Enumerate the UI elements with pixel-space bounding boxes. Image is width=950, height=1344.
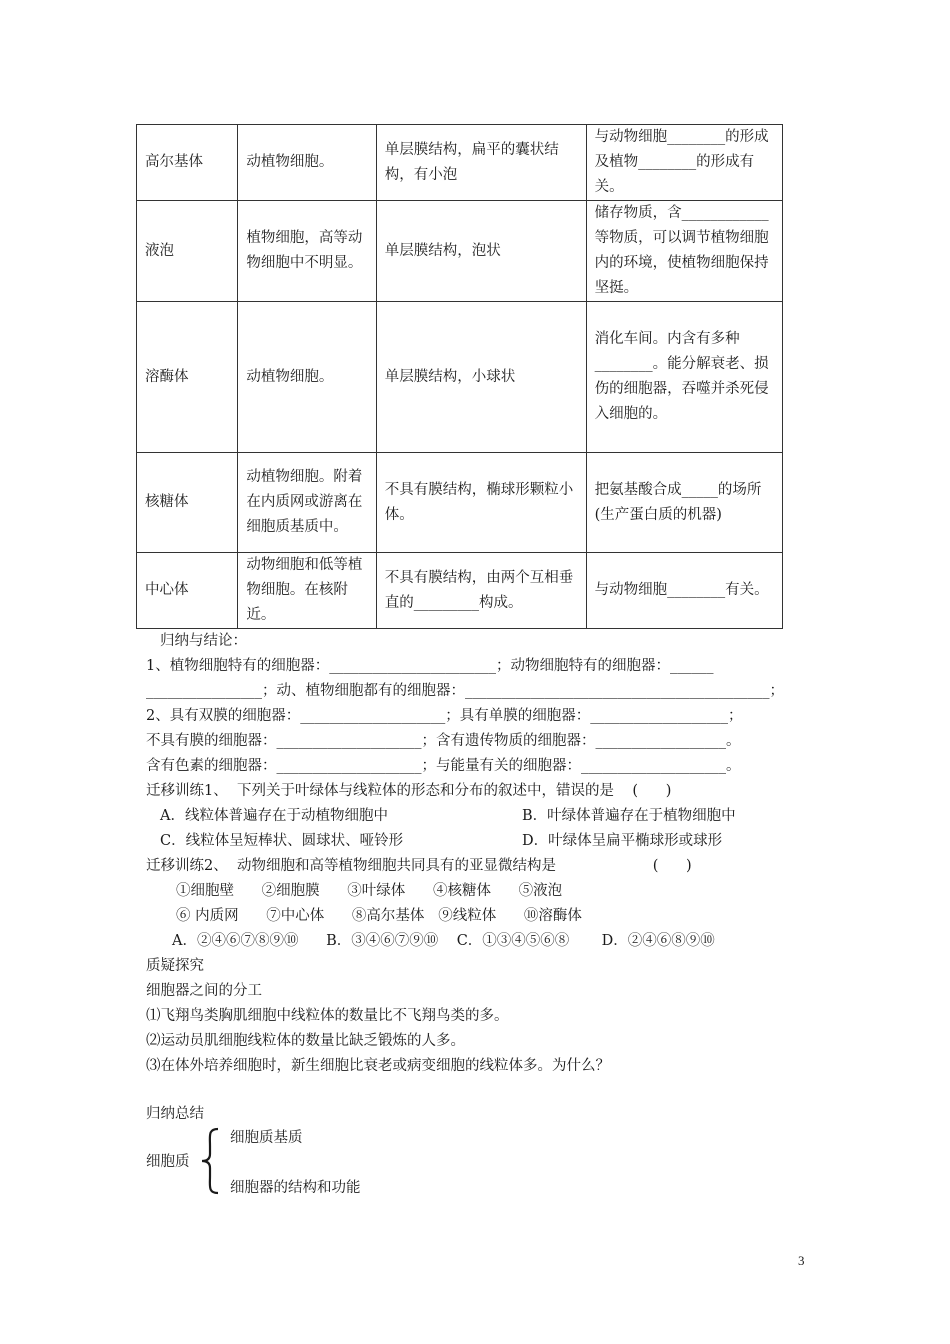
organelle-name: 核糖体 bbox=[137, 453, 238, 553]
summary-line: 2、具有双膜的细胞器：____________________；具有单膜的细胞器：___________________； bbox=[146, 708, 743, 724]
organelle-structure: 单层膜结构，泡状 bbox=[376, 201, 586, 302]
exercise2-items: ①细胞壁 ②细胞膜 ③叶绿体 ④核糖体 ⑤液泡 bbox=[176, 883, 563, 899]
summary-line: 1、植物细胞特有的细胞器：_______________________；动物细胞特有的细胞器：______ bbox=[146, 658, 714, 674]
table-row bbox=[137, 201, 783, 302]
organelle-distribution: 动植物细胞。附着在内质网或游离在细胞质基质中。 bbox=[238, 453, 376, 553]
exercise1-option-b: B．叶绿体普遍存在于植物细胞中 bbox=[522, 808, 736, 824]
summary-line: 含有色素的细胞器：____________________；与能量有关的细胞器：____________________。 bbox=[146, 758, 741, 774]
inquiry-heading: 质疑探究 bbox=[146, 958, 204, 974]
exercise2-answers: A．②④⑥⑦⑧⑨⑩ B．③④⑥⑦⑨⑩ C．①③④⑤⑥⑧ D．②④⑥⑧⑨⑩ bbox=[172, 933, 715, 949]
exercise1-option-c: C．线粒体呈短棒状、圆球状、哑铃形 bbox=[160, 833, 404, 849]
organelle-structure: 不具有膜结构，由两个互相垂直的_________构成。 bbox=[376, 553, 586, 629]
organelle-structure: 单层膜结构，扁平的囊状结构，有小泡 bbox=[376, 125, 586, 201]
organelle-structure: 单层膜结构，小球状 bbox=[376, 302, 586, 453]
organelle-function: 消化车间。内含有多种________。能分解衰老、损伤的细胞器，吞噬并杀死侵入细胞的。 bbox=[586, 302, 782, 453]
inquiry-point: ⑴飞翔鸟类胸肌细胞中线粒体的数量比不飞翔鸟类的多。 bbox=[146, 1008, 509, 1024]
organelle-function: 把氨基酸合成_____的场所(生产蛋白质的机器) bbox=[586, 453, 782, 553]
organelle-name: 液泡 bbox=[137, 201, 238, 302]
organelle-function: 与动物细胞________的形成及植物________的形成有关。 bbox=[586, 125, 782, 201]
page-number: 3 bbox=[798, 1253, 805, 1268]
table-row bbox=[137, 125, 783, 201]
curly-brace-icon bbox=[198, 1126, 222, 1196]
organelle-distribution: 动植物细胞。 bbox=[238, 125, 376, 201]
organelle-distribution: 动物细胞和低等植物细胞。在核附近。 bbox=[238, 553, 376, 629]
table-row bbox=[137, 553, 783, 629]
organelle-distribution: 植物细胞，高等动物细胞中不明显。 bbox=[238, 201, 376, 302]
conclusion-branch: 细胞质基质 bbox=[230, 1130, 303, 1146]
summary-line: 不具有膜的细胞器：____________________；含有遗传物质的细胞器：__________________。 bbox=[146, 733, 741, 749]
inquiry-subheading: 细胞器之间的分工 bbox=[146, 983, 262, 999]
organelle-function: 与动物细胞________有关。 bbox=[586, 553, 782, 629]
exercise1-option-a: A．线粒体普遍存在于动植物细胞中 bbox=[160, 808, 388, 824]
organelle-structure: 不具有膜结构，椭球形颗粒小体。 bbox=[376, 453, 586, 553]
exercise1-option-d: D．叶绿体呈扁平椭球形或球形 bbox=[522, 833, 723, 849]
exercise2-items: ⑥ 内质网 ⑦中心体 ⑧高尔基体 ⑨线粒体 ⑩溶酶体 bbox=[176, 908, 582, 924]
inquiry-point: ⑶在体外培养细胞时，新生细胞比衰老或病变细胞的线粒体多。为什么？ bbox=[146, 1058, 610, 1074]
table-row bbox=[137, 302, 783, 453]
inquiry-point: ⑵运动员肌细胞线粒体的数量比缺乏锻炼的人多。 bbox=[146, 1033, 465, 1049]
organelle-name: 中心体 bbox=[137, 553, 238, 629]
organelle-name: 高尔基体 bbox=[137, 125, 238, 201]
conclusion-root: 细胞质 bbox=[146, 1154, 190, 1170]
summary-line: ________________；动、植物细胞都有的细胞器：__________________________________________； bbox=[146, 683, 784, 699]
organelle-function: 储存物质，含____________等物质，可以调节植物细胞内的环境，使植物细胞保持坚挺。 bbox=[586, 201, 782, 302]
summary-heading: 归纳与结论： bbox=[160, 633, 247, 649]
conclusion-heading: 归纳总结 bbox=[146, 1106, 204, 1122]
organelle-distribution: 动植物细胞。 bbox=[238, 302, 376, 453]
conclusion-diagram bbox=[146, 1126, 446, 1196]
exercise2-stem: 迁移训练2、 动物细胞和高等植物细胞共同具有的亚显微结构是 ( ) bbox=[146, 858, 692, 874]
organelle-name: 溶酶体 bbox=[137, 302, 238, 453]
exercise1-stem: 迁移训练1、 下列关于叶绿体与线粒体的形态和分布的叙述中，错误的是 ( ) bbox=[146, 783, 672, 799]
conclusion-branch: 细胞器的结构和功能 bbox=[230, 1180, 361, 1196]
table-row bbox=[137, 453, 783, 553]
organelle-table bbox=[136, 124, 783, 629]
